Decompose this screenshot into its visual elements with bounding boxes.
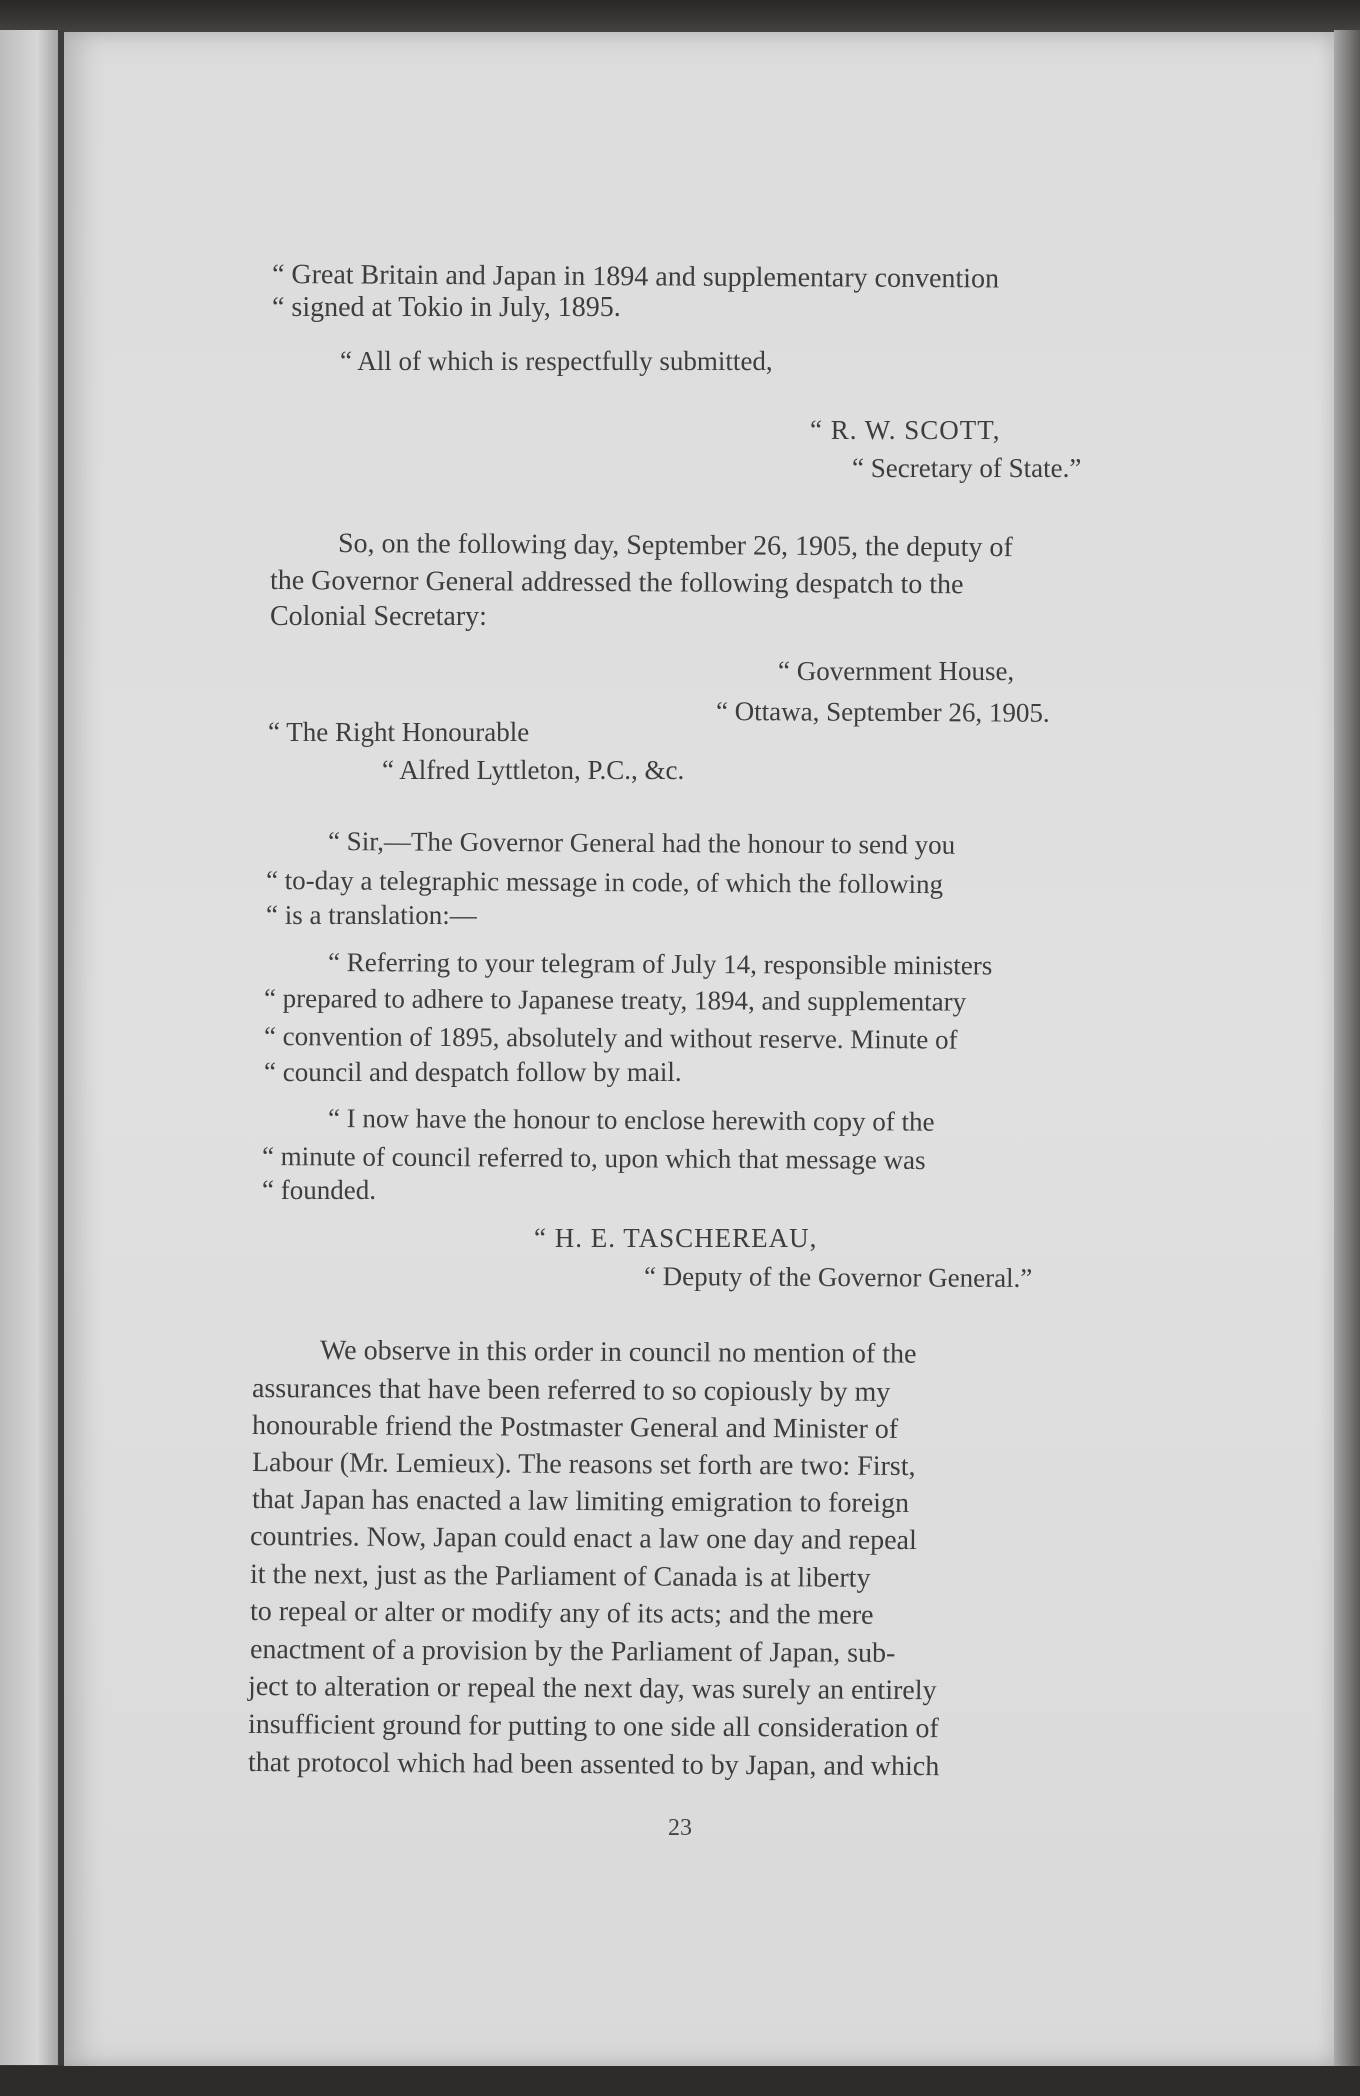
text-line: “ Sir,—The Governor General had the honour to send you [327,826,956,860]
salutation-line: “ The Right Honourable [268,717,530,747]
text-line: “ All of which is respectfully submitted, [340,346,773,376]
text-line: to repeal or alter or modify any of its acts; and the mere [249,1596,874,1631]
text-line: enactment of a provision by the Parliament of Japan, sub- [249,1634,896,1669]
address-line: “ Ottawa, September 26, 1905. [715,696,1050,728]
text-line: So, on the following day, September 26, 1905, the deputy of [337,528,1013,564]
text-line: “ I now have the honour to enclose herewith copy of the [327,1103,935,1137]
text-line: it the next, just as the Parliament of Canada is at liberty [249,1559,871,1594]
page-number: 23 [668,1815,692,1841]
signature-title: “ Secretary of State.” [852,453,1082,483]
text-line: the Governor General addressed the following despatch to the [269,565,964,601]
text-line: “ prepared to adhere to Japanese treaty, 1894, and supplementary [263,983,967,1017]
text-line: “ signed at Tokio in July, 1895. [272,292,621,323]
text-line: countries. Now, Japan could enact a law one day and repeal [249,1521,917,1557]
text-line: “ minute of council referred to, upon which that message was [261,1141,926,1176]
text-line: insufficient ground for putting to one side all consideration of [247,1709,939,1745]
text-line: that Japan has enacted a law limiting emigration to foreign [251,1484,910,1520]
facing-page-edge [0,30,62,2065]
page-right-edge [1334,30,1360,2070]
text-line: We observe in this order in council no mention of the [319,1335,917,1370]
text-line: Colonial Secretary: [270,601,487,632]
text-line: that protocol which had been assented to by Japan, and which [247,1747,940,1783]
text-line: “ founded. [262,1175,376,1205]
scan-bottom-edge [0,2066,1360,2096]
signature-name: “ H. E. TASCHEREAU, [534,1223,818,1253]
salutation-line: “ Alfred Lyttleton, P.C., &c. [382,755,685,785]
text-line: “ convention of 1895, absolutely and without reserve. Minute of [263,1021,958,1055]
text-line: “ council and despatch follow by mail. [264,1057,682,1087]
text-line: “ to-day a telegraphic message in code, of which the following [265,865,944,900]
text-line: “ Referring to your telegram of July 14, responsible ministers [327,947,993,981]
text-line: honourable friend the Postmaster General and Minister of [251,1410,899,1445]
address-line: “ Government House, [778,656,1015,686]
signature-name: “ R. W. SCOTT, [810,415,1001,445]
text-line: ject to alteration or repeal the next day, was surely an entirely [247,1671,937,1707]
signature-title: “ Deputy of the Governor General.” [643,1261,1033,1294]
text-line: “ is a translation:— [266,900,477,930]
text-line: assurances that have been referred to so copiously by my [251,1373,891,1408]
text-line: Labour (Mr. Lemieux). The reasons set forth are two: First, [251,1447,916,1483]
text-line: “ Great Britain and Japan in 1894 and supplementary convention [271,259,1000,295]
